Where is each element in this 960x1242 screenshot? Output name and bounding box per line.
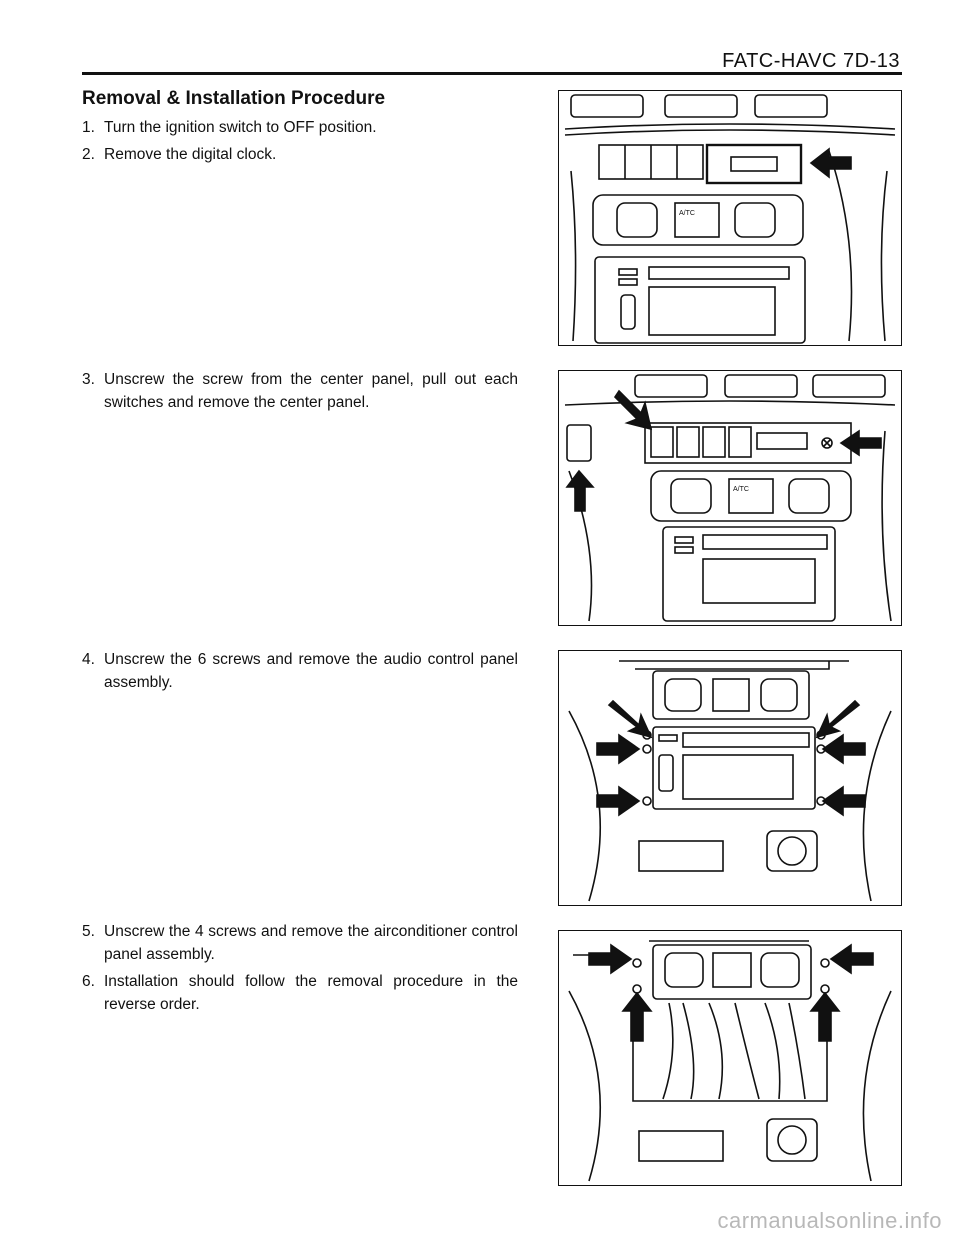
figure-ac-panel-removal <box>558 930 902 1186</box>
knob <box>778 837 806 865</box>
figure-center-panel-removal <box>558 370 902 626</box>
vent-shape <box>755 95 827 117</box>
pointer-arrow <box>811 993 839 1041</box>
step-number: 2. <box>82 146 95 163</box>
pointer-arrow <box>841 431 881 455</box>
pointer-arrow <box>817 701 859 737</box>
step-text: Unscrew the 6 screws and remove the audio control panel assembly. <box>104 651 518 691</box>
pointer-arrow <box>823 787 865 815</box>
step-group-2 <box>82 368 518 418</box>
step-text: Installation should follow the removal procedure in the reverse order. <box>104 973 518 1013</box>
step-text: Unscrew the 4 screws and remove the airconditioner control panel assembly. <box>104 923 518 963</box>
vent-shape <box>665 95 737 117</box>
step-number: 4. <box>82 651 95 668</box>
pointer-arrow <box>831 945 873 973</box>
dash-line <box>565 130 895 135</box>
panel-label: A/TC <box>679 210 695 217</box>
audio-unit <box>595 257 805 343</box>
step-group-3 <box>82 648 518 698</box>
procedure-title: Removal & Installation Procedure <box>82 88 386 109</box>
step-item <box>82 143 518 166</box>
dashboard-illustration-4 <box>559 931 901 1185</box>
step-group-4 <box>82 920 518 1020</box>
step-item <box>82 970 518 1016</box>
pointer-arrow <box>811 149 851 177</box>
pointer-arrow <box>609 701 651 737</box>
audio-unit <box>663 527 835 621</box>
pointer-arrow <box>823 735 865 763</box>
panel-label: A/TC <box>733 486 749 493</box>
watermark: carmanualsonline.info <box>717 1208 942 1233</box>
dashboard-illustration-1 <box>559 91 901 345</box>
step-text: Unscrew the screw from the center panel, pull out each switches and remove the center panel. <box>104 371 518 411</box>
step-item <box>82 920 518 966</box>
knob <box>778 1126 806 1154</box>
step-text: Turn the ignition switch to OFF position. <box>104 119 377 136</box>
step-number: 1. <box>82 119 95 136</box>
figure-clock-removal <box>558 90 902 346</box>
wiring-harness <box>663 1003 805 1099</box>
pointer-arrow <box>597 787 639 815</box>
side-switch <box>567 425 591 461</box>
figure-audio-panel-removal <box>558 650 902 906</box>
clock-display <box>731 157 777 171</box>
step-item <box>82 648 518 694</box>
step-text: Remove the digital clock. <box>104 146 277 163</box>
dashboard-illustration-2 <box>559 371 901 625</box>
step-item <box>82 116 518 139</box>
dash-line <box>565 124 895 129</box>
header-rule <box>82 72 902 75</box>
storage-pocket <box>639 841 723 871</box>
step-number: 3. <box>82 371 95 388</box>
vent-shape <box>571 95 643 117</box>
pointer-arrow <box>589 945 631 973</box>
page-header-section: FATC-HAVC 7D-13 <box>722 50 900 72</box>
digital-clock <box>707 145 801 183</box>
step-group-1 <box>82 116 518 170</box>
pointer-arrow <box>623 993 651 1041</box>
step-item <box>82 368 518 414</box>
dashboard-illustration-3 <box>559 651 901 905</box>
step-number: 5. <box>82 923 95 940</box>
pointer-arrow <box>597 735 639 763</box>
step-number: 6. <box>82 973 95 990</box>
